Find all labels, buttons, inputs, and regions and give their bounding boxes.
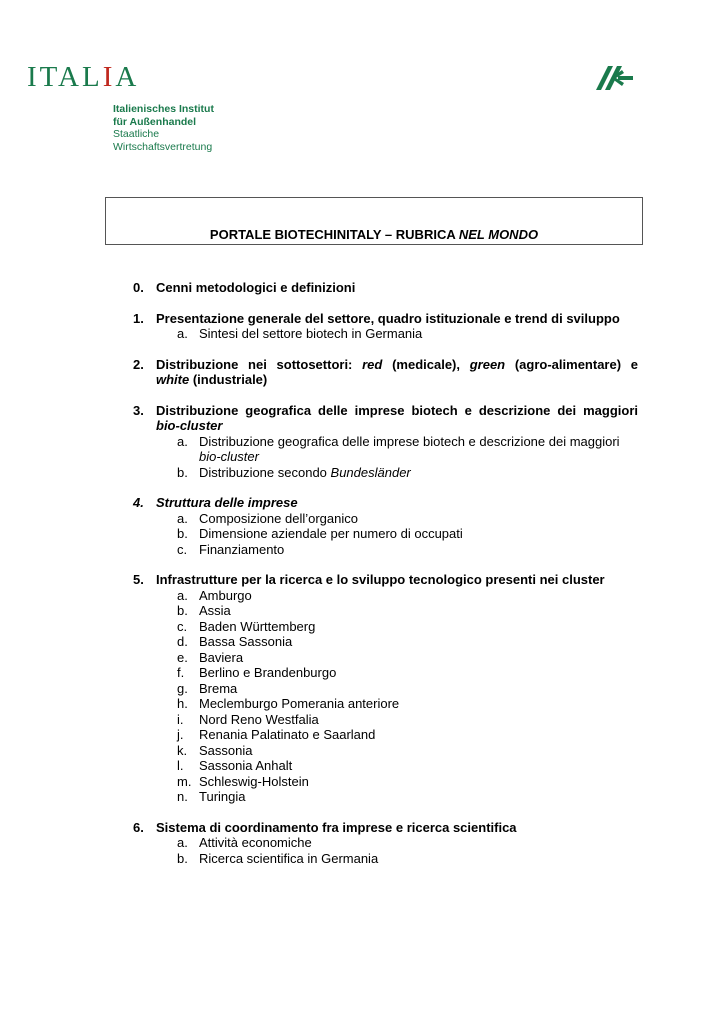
list-item: Berlino e Brandenburgo: [199, 665, 337, 680]
section-1: [133, 311, 638, 342]
item-letter: a.: [177, 326, 188, 341]
item-letter: a.: [177, 510, 188, 526]
item-letter: j.: [177, 727, 184, 742]
heading-part: (medicale),: [382, 356, 470, 372]
section-heading: Struttura delle imprese: [156, 495, 298, 510]
section-4: [133, 495, 638, 557]
item-letter: f.: [177, 665, 185, 680]
document-title: [106, 227, 642, 242]
list-item: Bassa Sassonia: [199, 634, 293, 649]
heading-italic-white: white: [156, 372, 190, 387]
institute-line-3: Staatliche: [113, 128, 160, 140]
item-letter: m.: [177, 773, 192, 789]
list-item: Sassonia: [199, 742, 253, 758]
institute-line-2: für Außenhandel: [113, 115, 197, 128]
list-item: [199, 434, 638, 465]
item-line-2: bio-cluster: [199, 449, 259, 464]
heading-line-2: bio-cluster: [156, 418, 223, 433]
item-letter: d.: [177, 634, 188, 649]
item-text: Distribuzione secondo: [199, 464, 331, 480]
list-item: Dimensione aziendale per numero di occupati: [199, 526, 463, 541]
section-heading: Cenni metodologici e definizioni: [156, 280, 356, 295]
ice-logo-icon: [594, 64, 634, 92]
title-main: PORTALE BIOTECHINITALY – RUBRICA: [209, 227, 459, 242]
list-item: Amburgo: [199, 587, 252, 603]
section-number: 2.: [133, 356, 144, 372]
list-item: Attività economiche: [199, 835, 312, 850]
heading-line-1: Distribuzione geografica delle imprese biotech e descrizione dei maggiori: [156, 402, 638, 418]
section-heading: [156, 357, 638, 388]
item-letter: i.: [177, 711, 184, 727]
list-item: [199, 465, 638, 481]
title-box: [105, 197, 643, 245]
list-item: Baviera: [199, 649, 244, 665]
list-item: Composizione dell’organico: [199, 510, 358, 526]
section-2: [133, 357, 638, 388]
item-letter: b.: [177, 850, 188, 866]
title-italic: NEL MONDO: [458, 227, 539, 242]
item-letter: h.: [177, 696, 188, 711]
list-item: Sintesi del settore biotech in Germania: [199, 326, 423, 341]
table-of-contents: [133, 280, 638, 881]
item-letter: a.: [177, 835, 188, 850]
heading-part: Distribuzione nei sottosettori:: [156, 356, 363, 372]
section-number: 0.: [133, 280, 144, 295]
list-item: Schleswig-Holstein: [199, 773, 309, 789]
section-heading: [156, 403, 638, 434]
section-0: [133, 280, 638, 296]
list-item: Sassonia Anhalt: [199, 758, 293, 773]
list-item: Meclemburgo Pomerania anteriore: [199, 696, 400, 711]
institute-line-1: Italienisches Institut: [113, 103, 214, 115]
section-number: 3.: [133, 402, 144, 418]
institute-line-4: Wirtschaftsvertretung: [113, 140, 213, 153]
logo-text-1: ITAL: [27, 61, 103, 93]
list-item: Baden Württemberg: [199, 618, 316, 634]
list-item: Ricerca scientifica in Germania: [199, 850, 379, 866]
list-item: Turingia: [199, 789, 246, 804]
section-heading: Presentazione generale del settore, quadro istituzionale e trend di sviluppo: [156, 310, 620, 326]
institute-name: [113, 103, 214, 153]
list-item: Brema: [199, 680, 238, 696]
item-letter: a.: [177, 587, 188, 603]
section-number: 5.: [133, 572, 144, 587]
item-letter: g.: [177, 680, 188, 696]
list-item: Assia: [199, 603, 231, 618]
item-letter: l.: [177, 758, 184, 773]
section-3: [133, 403, 638, 481]
item-letter: e.: [177, 649, 188, 665]
item-letter: a.: [177, 433, 188, 449]
item-letter: n.: [177, 789, 188, 804]
heading-part: (agro-alimentare) e: [505, 356, 638, 372]
item-letter: c.: [177, 541, 188, 557]
item-letter: c.: [177, 618, 188, 634]
heading-part: (industriale): [189, 372, 268, 387]
item-italic: Bundesländer: [330, 464, 411, 480]
list-item: Nord Reno Westfalia: [199, 711, 319, 727]
section-heading: Infrastrutture per la ricerca e lo sviluppo tecnologico presenti nei cluster: [156, 572, 605, 587]
italia-logo: [27, 62, 139, 92]
item-letter: k.: [177, 742, 188, 758]
section-number: 4.: [133, 495, 144, 510]
section-number: 6.: [133, 819, 144, 835]
item-letter: b.: [177, 464, 188, 480]
heading-italic-green: green: [469, 356, 506, 372]
heading-italic-red: red: [362, 356, 383, 372]
section-number: 1.: [133, 310, 144, 326]
section-5: [133, 572, 638, 805]
item-line-1: Distribuzione geografica delle imprese biotech e descrizione dei maggiori: [199, 433, 620, 449]
logo-text-3: A: [115, 61, 140, 93]
item-letter: b.: [177, 526, 188, 541]
logo-text-accent: I: [102, 61, 116, 93]
item-letter: b.: [177, 603, 188, 618]
section-heading: Sistema di coordinamento fra imprese e ricerca scientifica: [156, 819, 517, 835]
section-6: [133, 820, 638, 867]
list-item: Renania Palatinato e Saarland: [199, 727, 376, 742]
list-item: Finanziamento: [199, 541, 285, 557]
